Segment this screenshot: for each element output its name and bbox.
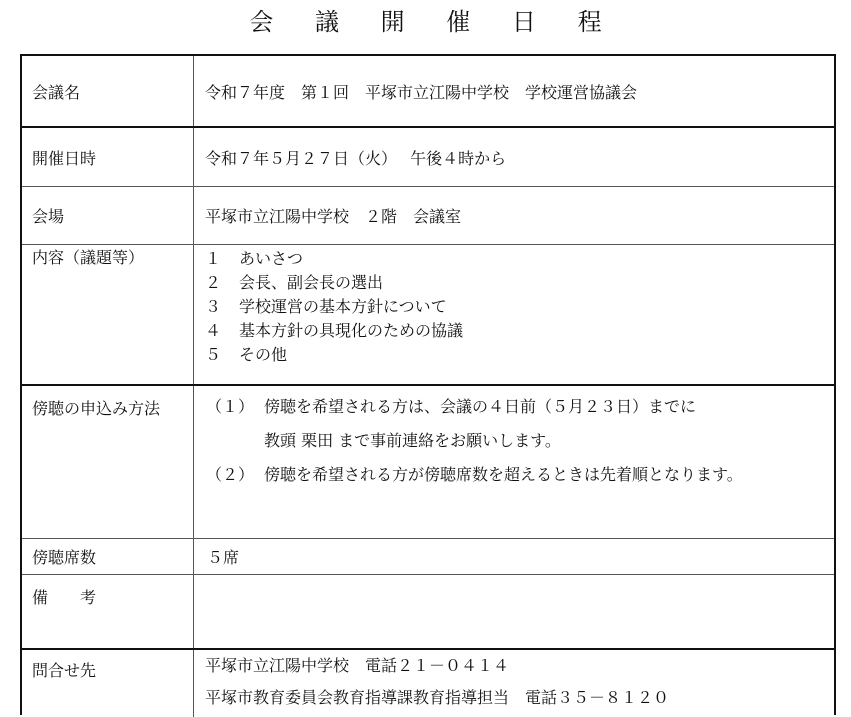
agenda-list [194, 245, 834, 384]
label-application: 傍聴の申込み方法 [22, 386, 194, 538]
value-remarks [194, 575, 834, 648]
application-body [194, 386, 834, 538]
value-date: 令和７年５月２７日（火） 午後４時から [205, 148, 507, 168]
contact-board: 平塚市教育委員会教育指導課教育指導担当 電話３５－８１２０ [205, 688, 670, 707]
label-venue: 会場 [22, 187, 194, 244]
application-item-2: （２） 傍聴を希望される方が傍聴席数を超えるときは先着順となります。 [206, 465, 743, 484]
application-item-1-cont: 教頭 栗田 まで事前連絡をお願いします。 [264, 431, 561, 450]
contact-school: 平塚市立江陽中学校 電話２１－０４１４ [205, 656, 510, 675]
label-seats: 傍聴席数 [22, 539, 194, 574]
label-date: 開催日時 [22, 128, 194, 186]
label-remarks: 備 考 [22, 575, 194, 648]
value-venue: 平塚市立江陽中学校 ２階 会議室 [205, 207, 462, 226]
row-seats [22, 538, 834, 574]
value-seats: ５席 [207, 548, 240, 567]
application-item-1: （１） 傍聴を希望される方は、会議の４日前（５月２３日）までに [206, 397, 697, 416]
label-contact: 問合せ先 [22, 650, 194, 717]
list-item: ５ その他 [205, 345, 288, 364]
row-venue [22, 186, 834, 244]
row-remarks [22, 574, 834, 648]
label-agenda: 内容（議題等） [22, 245, 194, 384]
row-application [22, 384, 834, 538]
row-meeting-name [22, 56, 834, 126]
row-contact [22, 648, 834, 717]
value-meeting-name: 令和７年度 第１回 平塚市立江陽中学校 学校運営協議会 [205, 82, 638, 102]
schedule-table [20, 54, 836, 715]
list-item: ２ 会長、副会長の選出 [205, 273, 384, 292]
list-item: ３ 学校運営の基本方針について [205, 297, 447, 316]
list-item: １ あいさつ [205, 249, 304, 268]
label-meeting-name: 会議名 [22, 56, 194, 126]
row-date [22, 126, 834, 186]
document-title: 会 議 開 催 日 程 [249, 8, 619, 36]
row-agenda [22, 244, 834, 384]
contact-body [194, 650, 834, 717]
list-item: ４ 基本方針の具現化のための協議 [205, 321, 464, 340]
